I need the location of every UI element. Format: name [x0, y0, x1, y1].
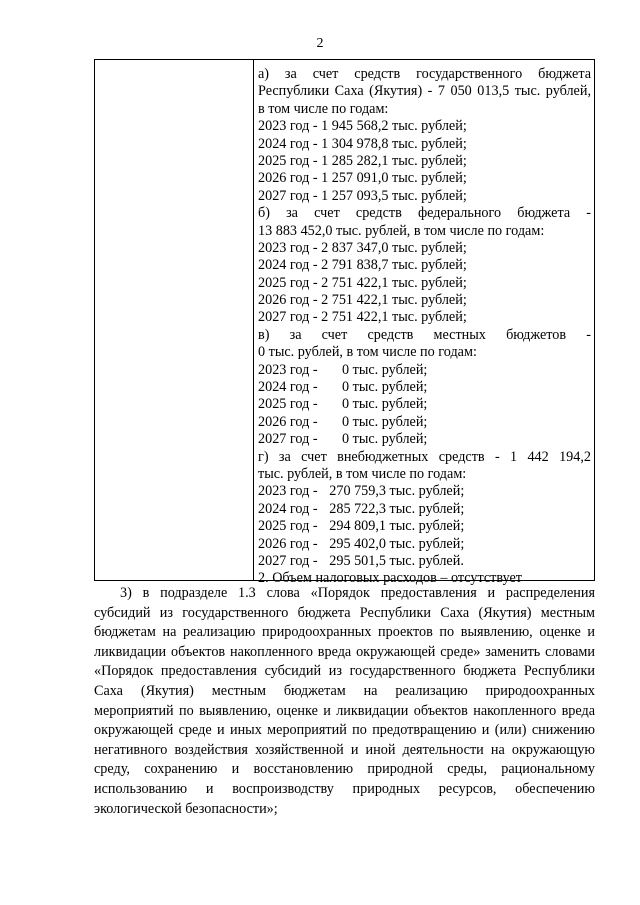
local-budget-year-row: 2027 год - 0 тыс. рублей;	[258, 431, 428, 448]
paragraph-line: ликвидации объектов накопленного вреда окружающей среде» заменить словами	[94, 643, 595, 660]
paragraph-line: мероприятий по выявлению, оценке и ликвидации объектов накопленного вреда	[94, 702, 595, 719]
state-budget-line-3: в том числе по годам:	[258, 100, 389, 117]
federal-budget-year: 2023 год - 2 837 347,0 тыс. рублей;	[258, 239, 467, 256]
local-budget-year-row: 2026 год - 0 тыс. рублей;	[258, 413, 428, 430]
local-budget-line-1: в) за счет средств местных бюджетов -	[258, 326, 591, 343]
federal-budget-year: 2027 год - 2 751 422,1 тыс. рублей;	[258, 309, 467, 326]
extrabudgetary-year-row: 2025 год - 294 809,1 тыс. рублей;	[258, 518, 465, 535]
paragraph-line: экологической безопасности»;	[94, 800, 278, 817]
extrabudgetary-line-1: г) за счет внебюджетных средств - 1 442 194,2	[258, 448, 591, 465]
column-divider	[253, 60, 254, 580]
paragraph-line: негативного воздействия хозяйственной и иной деятельности на окружающую	[94, 741, 595, 758]
state-budget-year: 2024 год - 1 304 978,8 тыс. рублей;	[258, 135, 467, 152]
amendment-paragraph	[94, 584, 595, 819]
extrabudgetary-year-row: 2023 год - 270 759,3 тыс. рублей;	[258, 483, 465, 500]
table-right-cell	[258, 66, 591, 588]
page-number: 2	[316, 36, 324, 51]
state-budget-year: 2026 год - 1 257 091,0 тыс. рублей;	[258, 170, 467, 187]
paragraph-line: использованию и воспроизводству природных ресурсов, обеспечению	[94, 780, 595, 797]
federal-budget-year: 2025 год - 2 751 422,1 тыс. рублей;	[258, 274, 467, 291]
federal-budget-line-2: 13 883 452,0 тыс. рублей, в том числе по годам:	[258, 222, 545, 239]
local-budget-year-row: 2023 год - 0 тыс. рублей;	[258, 361, 428, 378]
finance-table	[94, 59, 595, 587]
paragraph-line: Саха (Якутия) местным бюджетам на реализацию природоохранных	[94, 682, 595, 699]
state-budget-year: 2025 год - 1 285 282,1 тыс. рублей;	[258, 152, 467, 169]
state-budget-line-1: а) за счет средств государственного бюджета	[258, 66, 591, 82]
local-budget-year-row: 2025 год - 0 тыс. рублей;	[258, 396, 428, 413]
local-budget-year-row: 2024 год - 0 тыс. рублей;	[258, 379, 428, 396]
federal-budget-year: 2024 год - 2 791 838,7 тыс. рублей;	[258, 257, 467, 274]
paragraph-line: «Порядок предоставления субсидий из государственного бюджета Республики	[94, 663, 595, 680]
paragraph-line: среду, сохранению и восстановлению природной среды, рациональному	[94, 761, 595, 778]
local-budget-line-2: 0 тыс. рублей, в том числе по годам:	[258, 344, 477, 361]
paragraph-line: бюджетам на реализацию природоохранных проектов по выявлению, оценке и	[94, 624, 595, 641]
paragraph-line: окружающей среде и иных мероприятий по предотвращению и (или) снижению	[94, 722, 595, 739]
tax-expenditure-line: 2. Объем налоговых расходов – отсутствует	[258, 570, 522, 587]
state-budget-year: 2027 год - 1 257 093,5 тыс. рублей;	[258, 187, 467, 204]
paragraph-line: 3) в подразделе 1.3 слова «Порядок предоставления и распределения	[120, 585, 595, 601]
extrabudgetary-line-2: тыс. рублей, в том числе по годам:	[258, 465, 467, 482]
extrabudgetary-year-row: 2027 год - 295 501,5 тыс. рублей.	[258, 552, 464, 569]
federal-budget-year: 2026 год - 2 751 422,1 тыс. рублей;	[258, 292, 467, 309]
extrabudgetary-year-row: 2024 год - 285 722,3 тыс. рублей;	[258, 500, 465, 517]
paragraph-text	[94, 584, 595, 819]
paragraph-line: субсидий из государственного бюджета Республики Саха (Якутия) местным	[94, 604, 595, 621]
extrabudgetary-year-row: 2026 год - 295 402,0 тыс. рублей;	[258, 535, 465, 552]
state-budget-year: 2023 год - 1 945 568,2 тыс. рублей;	[258, 118, 467, 135]
state-budget-line-2: Республики Саха (Якутия) - 7 050 013,5 тыс. рублей,	[258, 83, 591, 100]
federal-budget-line-1: б) за счет средств федерального бюджета -	[258, 205, 591, 222]
